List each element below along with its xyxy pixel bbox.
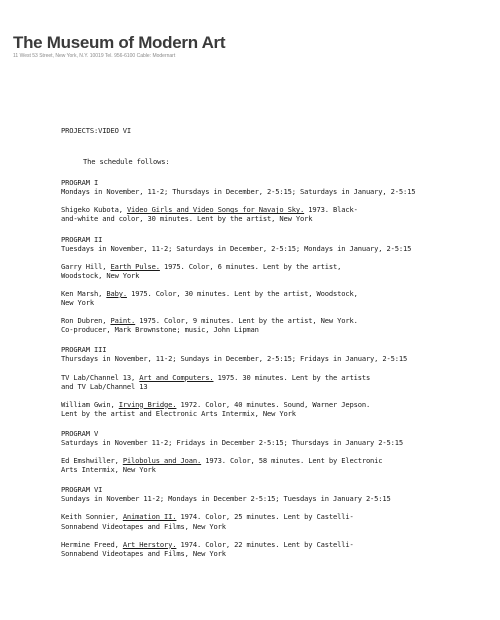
document-body	[61, 126, 491, 569]
entry-artist: Hermine Freed,	[61, 539, 123, 549]
video-entry	[61, 400, 491, 418]
program-schedule: Sundays in November 11-2; Mondays in December 2-5:15; Tuesdays in January 2-5:15	[61, 494, 391, 504]
entry-details: 1973. Black-	[304, 205, 358, 215]
entry-artist: TV Lab/Channel 13,	[61, 372, 140, 382]
entry-artist: Ron Dubren,	[61, 316, 111, 326]
entry-artist: Shigeko Kubota,	[61, 205, 127, 215]
program-schedule: Saturdays in November 11-2; Fridays in December 2-5:15; Thursdays in January 2-5:15	[61, 437, 404, 447]
program-section	[61, 485, 491, 558]
entry-line-continued: and-white and color, 30 minutes. Lent by the artist, New York	[61, 214, 313, 224]
entry-details: 1972. Color, 40 minutes. Sound, Warner Jepson.	[176, 399, 371, 409]
entry-line-continued: Lent by the artist and Electronic Arts Intermix, New York	[61, 408, 296, 418]
video-entry	[61, 289, 491, 307]
entry-line	[61, 540, 491, 549]
entry-line-continued: Woodstock, New York	[61, 270, 140, 280]
video-entry	[61, 316, 491, 334]
entry-line	[61, 456, 491, 465]
entry-line-continued: Sonnabend Videotapes and Films, New York	[61, 548, 226, 558]
video-entry	[61, 205, 491, 223]
program-schedule: Thursdays in November, 11-2; Sundays in December, 2-5:15; Fridays in January, 2-5:15	[61, 354, 408, 364]
entry-title: Baby.	[106, 288, 127, 298]
entry-details: 1975. 30 minutes. Lent by the artists	[213, 372, 371, 382]
entry-title: Earth Pulse.	[110, 261, 160, 271]
program-title: PROGRAM V	[61, 428, 99, 438]
program-title: PROGRAM II	[61, 234, 103, 244]
program-title: PROGRAM III	[61, 345, 107, 355]
entry-line	[61, 400, 491, 409]
entry-line	[61, 512, 491, 521]
entry-details: 1974. Color, 25 minutes. Lent by Castelli-	[176, 512, 354, 522]
entry-title: Animation II.	[122, 512, 177, 522]
letterhead	[13, 33, 225, 60]
entry-line-continued: Arts Intermix, New York	[61, 465, 156, 475]
entry-line-continued: and TV Lab/Channel 13	[61, 381, 148, 391]
entry-details: 1975. Color, 9 minutes. Lent by the artist, New York.	[135, 316, 358, 326]
entry-title: Art Herstory.	[122, 539, 177, 549]
video-entry	[61, 262, 491, 280]
entry-details: 1974. Color, 22 minutes. Lent by Castelli-	[176, 539, 354, 549]
entry-line	[61, 373, 491, 382]
museum-address: 11 West 53 Street, New York, N.Y. 10019 Tel. 956-6100 Cable: Modernart	[13, 53, 176, 59]
entry-artist: Ed Emshwiller,	[61, 456, 123, 466]
document-heading: PROJECTS:VIDEO VI	[61, 126, 132, 135]
video-entry	[61, 456, 491, 474]
program-schedule: Mondays in November, 11-2; Thursdays in December, 2-5:15; Saturdays in January, 2-5:15	[61, 187, 416, 197]
program-title: PROGRAM VI	[61, 485, 103, 495]
video-entry	[61, 540, 491, 558]
program-section	[61, 345, 491, 418]
program-section	[61, 429, 491, 474]
video-entry	[61, 512, 491, 530]
entry-title: Pilobolus and Joan.	[122, 456, 202, 466]
entry-title: Art and Computers.	[139, 372, 214, 382]
entry-details: 1973. Color, 58 minutes. Lent by Electronic	[201, 456, 383, 466]
program-schedule: Tuesdays in November, 11-2; Saturdays in December, 2-5:15; Mondays in January, 2-5:15	[61, 243, 412, 253]
entry-line	[61, 262, 491, 271]
program-section	[61, 235, 491, 335]
entry-title: Video Girls and Video Songs for Navajo Sky.	[126, 205, 305, 215]
entry-line	[61, 289, 491, 298]
program-section	[61, 178, 491, 223]
entry-title: Paint.	[110, 316, 136, 326]
intro-line: The schedule follows:	[83, 157, 170, 167]
video-entry	[61, 373, 491, 391]
entry-line-continued: Sonnabend Videotapes and Films, New York	[61, 521, 226, 531]
entry-artist: William Gwin,	[61, 399, 119, 409]
program-title: PROGRAM I	[61, 178, 99, 188]
entry-artist: Keith Sonnier,	[61, 512, 123, 522]
entry-artist: Ken Marsh,	[61, 288, 107, 298]
entry-line-continued: New York	[61, 298, 94, 308]
entry-artist: Garry Hill,	[61, 261, 111, 271]
museum-name: The Museum of Modern Art	[13, 33, 226, 52]
entry-line	[61, 316, 491, 325]
entry-details: 1975. Color, 6 minutes. Lent by the artist,	[159, 261, 342, 271]
entry-line-continued: Co-producer, Mark Brownstone; music, John Lipman	[61, 325, 259, 335]
entry-details: 1975. Color, 30 minutes. Lent by the artist, Woodstock,	[126, 288, 358, 298]
entry-title: Irving Bridge.	[118, 399, 177, 409]
entry-line	[61, 205, 491, 214]
